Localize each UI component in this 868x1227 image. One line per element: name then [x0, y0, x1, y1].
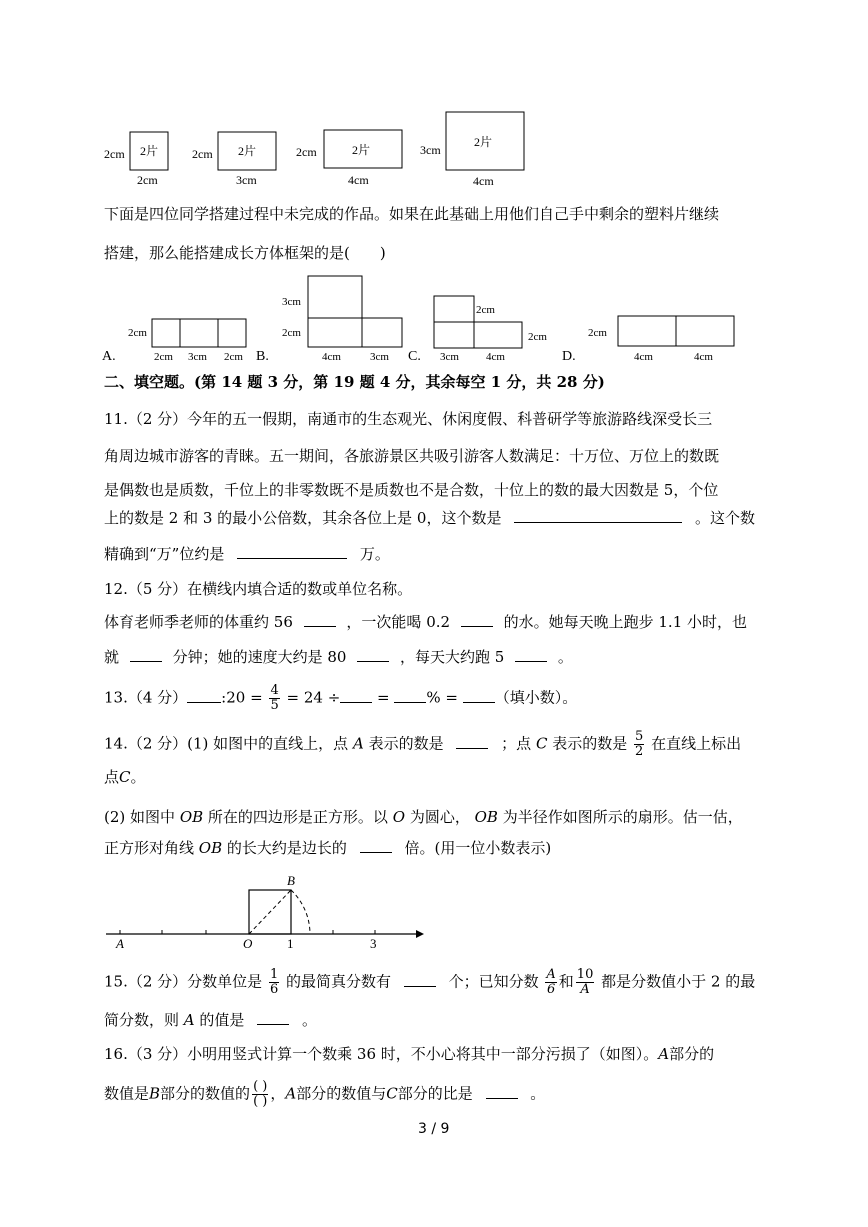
q11-line3: 是偶数也是质数，千位上的非零数既不是质数也不是合数，十位上的数的最大因数是 5，个位 — [104, 481, 719, 499]
q12-l2b: ，一次能喝 0.2 — [346, 613, 451, 631]
q13-prefix: 13.（4 分） — [104, 688, 188, 707]
q14-point-c: C — [535, 734, 548, 753]
q12-l3c: ，每天大约跑 5 — [400, 648, 505, 666]
q13-p5: （填小数）。 — [494, 688, 578, 707]
piece4-label: 2片 — [474, 135, 493, 149]
q12-weight-unit-blank[interactable] — [304, 612, 336, 627]
option-c-letter: C. — [408, 349, 421, 364]
option-a-b1: 2cm — [154, 351, 173, 363]
q15-l1e: 都是分数值小于 2 的最 — [601, 972, 756, 991]
options-figure — [100, 270, 750, 366]
q12-speed-unit-blank[interactable] — [357, 647, 389, 662]
number-line-figure — [100, 868, 430, 950]
q12-l3b: 分钟；她的速度大约是 80 — [172, 648, 347, 666]
piece2-label: 2片 — [238, 144, 257, 158]
q16-c: C — [386, 1084, 398, 1103]
q11-line5 — [104, 544, 390, 564]
option-d-side: 2cm — [588, 327, 607, 339]
q15-l1c: 个；已知分数 — [448, 972, 539, 991]
q14-l1c: ；点 — [501, 734, 532, 753]
option-c-side-top: 2cm — [476, 304, 495, 316]
piece3-bottom: 4cm — [348, 173, 369, 187]
q12-l3d: 。 — [557, 648, 573, 666]
q15-frac-1: $\frac{1}{6}$ — [269, 967, 279, 997]
q14-a-value-blank[interactable] — [456, 734, 488, 749]
q13-p3: = — [377, 688, 390, 707]
piece3-label: 2片 — [352, 143, 371, 157]
piece2-bottom: 3cm — [236, 173, 257, 187]
q13-p2: = 24 ÷ — [286, 688, 341, 707]
piece3-side: 2cm — [296, 145, 317, 159]
q11-approx-blank[interactable] — [237, 544, 347, 559]
piece4-side: 3cm — [420, 143, 441, 157]
option-b-letter: B. — [256, 349, 269, 364]
q14-point-a: A — [352, 734, 364, 753]
option-d-b1: 4cm — [634, 351, 653, 363]
q13-blank-2[interactable] — [340, 688, 372, 703]
q12-distance-unit-blank[interactable] — [515, 647, 547, 662]
q14-ob-3: OB — [198, 839, 223, 857]
q15-l2a: 简分数，则 — [104, 1011, 180, 1029]
option-a-b3: 2cm — [224, 351, 243, 363]
q12-line3 — [104, 647, 573, 667]
q13-blank-1[interactable] — [187, 688, 221, 703]
q14-o: O — [392, 808, 406, 826]
q14-l1a: 14.（2 分）(1) 如图中的直线上，点 — [104, 734, 349, 753]
q16-line1 — [104, 1044, 714, 1064]
option-b-b2: 3cm — [370, 351, 389, 363]
q14-l3c: 为圆心， — [409, 808, 470, 826]
q12-minutes-blank[interactable] — [130, 647, 162, 662]
q15-l2c: 。 — [302, 1011, 318, 1029]
q11-number-blank[interactable] — [514, 508, 682, 523]
nl-label-o: O — [243, 936, 253, 950]
option-c-side-right: 2cm — [528, 331, 547, 343]
q14-l2b: 。 — [130, 768, 146, 786]
q16-l2a: 数值是 — [104, 1084, 150, 1103]
q16-a: A — [658, 1045, 670, 1063]
piece1-label: 2片 — [140, 144, 159, 158]
q14-l3d: 为半径作如图所示的扇形。估一估， — [502, 808, 743, 826]
q15-line2 — [104, 1010, 317, 1030]
q14-l2a: 点 — [104, 768, 120, 786]
q12-l2c: 的水。她每天晚上跑步 1.1 小时，也 — [503, 613, 748, 631]
piece2-side: 2cm — [192, 147, 213, 161]
q14-line4 — [104, 838, 551, 858]
q11-line4 — [104, 508, 755, 528]
q10-line2: 搭建，那么能搭建成长方体框架的是( ) — [104, 244, 386, 262]
nl-label-1: 1 — [287, 936, 294, 950]
q14-fraction: $\frac{5}{2}$ — [635, 729, 644, 759]
q16-l2d: 部分的数值与 — [296, 1084, 387, 1103]
q13-blank-4[interactable] — [463, 688, 495, 703]
q12-line2 — [104, 612, 747, 632]
q15-a-value-blank[interactable] — [257, 1010, 289, 1025]
q14-point-c-2: C — [119, 768, 131, 786]
q15-l1b: 的最简真分数有 — [286, 972, 392, 991]
nl-label-a: A — [116, 936, 124, 950]
top-pieces-figure — [100, 108, 540, 190]
q10-line1: 下面是四位同学搭建过程中未完成的作品。如果在此基础上用他们自己手中剩余的塑料片继续 — [104, 205, 720, 223]
option-b-b1: 4cm — [322, 351, 341, 363]
q14-l1e: 在直线上标出 — [651, 734, 742, 753]
q14-line2 — [104, 767, 146, 787]
q14-l1d: 表示的数是 — [552, 734, 628, 753]
q12-l3a: 就 — [104, 648, 120, 666]
q14-ob-2: OB — [474, 808, 498, 826]
q13-p4: % = — [426, 688, 458, 707]
q16-fraction-blank[interactable]: $\frac{( )}{( )}$ — [253, 1079, 268, 1109]
option-a-letter: A. — [102, 349, 116, 364]
q14-l4a: 正方形对角线 — [104, 839, 195, 857]
q11-line5-b: 万。 — [359, 545, 390, 563]
q12-l2a: 体育老师季老师的体重约 56 — [104, 613, 293, 631]
q16-l1a: 16.（3 分）小明用竖式计算一个数乘 36 时，不小心将其中一部分污损了（如图）。 — [104, 1045, 659, 1063]
q13-p1: :20 = — [221, 688, 263, 707]
q12-line1: 12.（5 分）在横线内填合适的数或单位名称。 — [104, 580, 413, 598]
q11-line5-a: 精确到“万”位约是 — [104, 545, 225, 563]
q16-l2f: 。 — [530, 1084, 546, 1103]
q13-line — [104, 684, 577, 713]
q15-a-var: A — [183, 1011, 195, 1029]
q11-line4-b: 。这个数 — [695, 509, 756, 527]
option-d-letter: D. — [562, 349, 576, 364]
option-c-b1: 3cm — [440, 351, 459, 363]
option-b-side-top: 3cm — [282, 296, 301, 308]
q14-ratio-blank[interactable] — [360, 838, 392, 853]
q14-ob: OB — [179, 808, 204, 826]
q16-l2e: 部分的比是 — [397, 1084, 473, 1103]
piece1-bottom: 2cm — [137, 173, 158, 187]
q14-l1b: 表示的数是 — [368, 734, 444, 753]
q14-l4b: 的长大约是边长的 — [226, 839, 347, 857]
page-number: 3 / 9 — [418, 1121, 450, 1137]
q15-count-blank[interactable] — [404, 972, 436, 987]
q15-l1d: 和 — [558, 972, 574, 991]
q16-l2b: 部分的数值的 — [160, 1084, 251, 1103]
option-d-b2: 4cm — [694, 351, 713, 363]
option-c-b2: 4cm — [486, 351, 505, 363]
q13-fraction: $\frac{4}{5}$ — [270, 683, 279, 713]
nl-label-3: 3 — [370, 936, 377, 950]
q15-frac-3: $\frac{10}{A}$ — [576, 967, 594, 997]
q15-frac-2: $\frac{A}{6}$ — [546, 967, 556, 997]
q14-line3 — [104, 807, 743, 827]
nl-label-b: B — [287, 873, 295, 888]
q12-water-unit-blank[interactable] — [461, 612, 493, 627]
q14-l3a: (2) 如图中 — [104, 808, 176, 826]
q14-l3b: 所在的四边形是正方形。以 — [207, 808, 388, 826]
q16-b: B — [149, 1084, 161, 1103]
q11-line2: 角周边城市游客的青睐。五一期间，各旅游景区共吸引游客人数满足：十万位、万位上的数既 — [104, 447, 720, 465]
piece4-bottom: 4cm — [473, 174, 494, 188]
q15-line1 — [104, 968, 755, 997]
q16-a-2: A — [285, 1084, 297, 1103]
option-b-side-bottom: 2cm — [282, 327, 301, 339]
q16-line2 — [104, 1080, 545, 1109]
option-a-side: 2cm — [128, 327, 147, 339]
section-2-heading: 二、填空题。(第 14 题 3 分，第 19 题 4 分，其余每空 1 分，共 28 分) — [104, 373, 605, 391]
q13-blank-3[interactable] — [394, 688, 426, 703]
q14-line1 — [104, 730, 741, 759]
option-a-b2: 3cm — [188, 351, 207, 363]
q11-line1: 11.（2 分）今年的五一假期，南通市的生态观光、休闲度假、科普研学等旅游路线深受长三 — [104, 410, 713, 428]
q11-line4-a: 上的数是 2 和 3 的最小公倍数，其余各位上是 0，这个数是 — [104, 509, 502, 527]
piece1-side: 2cm — [104, 147, 125, 161]
q16-l1b: 部分的 — [669, 1045, 715, 1063]
q14-l4c: 倍。(用一位小数表示) — [404, 839, 552, 857]
q15-l2b: 的值是 — [199, 1011, 245, 1029]
q16-ratio-blank[interactable] — [486, 1084, 518, 1099]
q15-l1a: 15.（2 分）分数单位是 — [104, 972, 263, 991]
q16-l2c: ， — [270, 1084, 286, 1103]
